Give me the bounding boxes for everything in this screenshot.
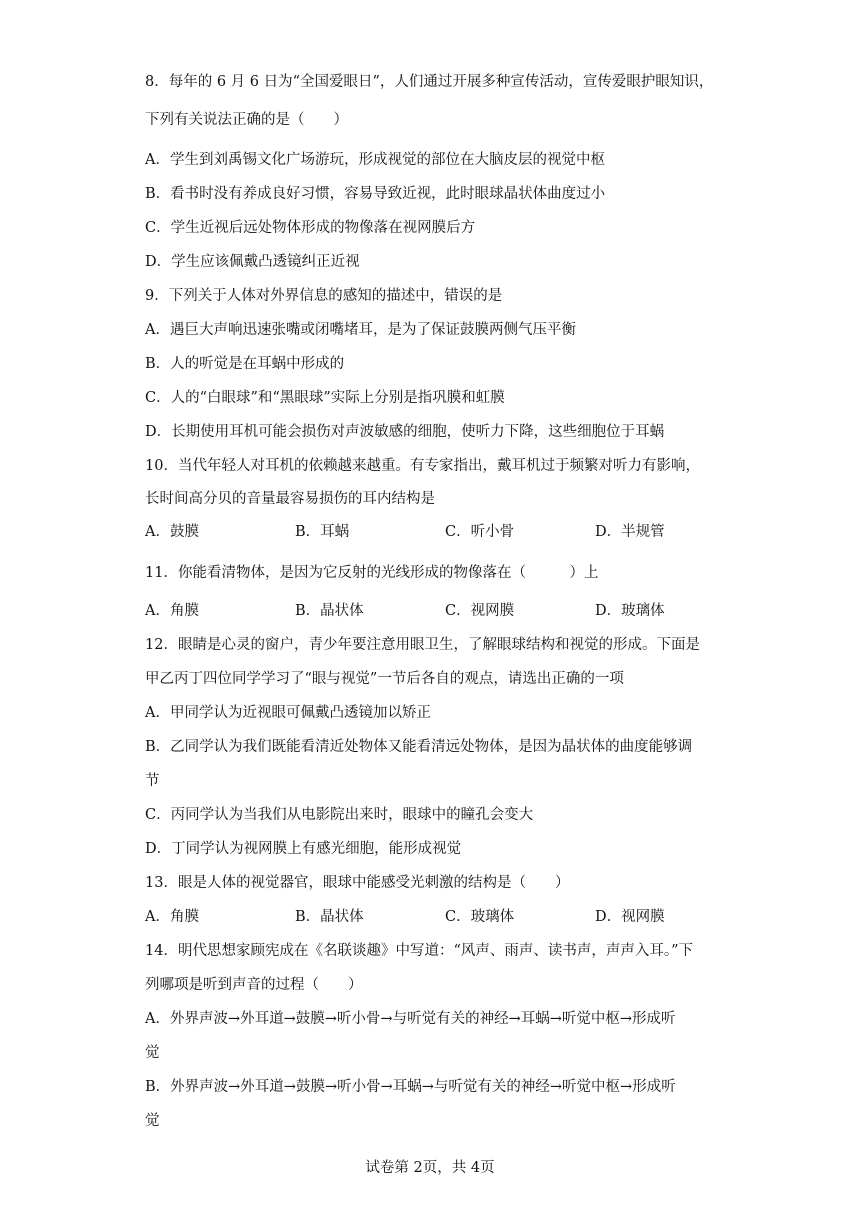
q10-option-a: A．鼓膜 — [145, 524, 199, 540]
q10-option-c: C．听小骨 — [445, 524, 515, 540]
q9-option-b: B．人的听觉是在耳蜗中形成的 — [145, 356, 345, 372]
q11-option-d: D．玻璃体 — [595, 603, 665, 619]
q12-option-a: A．甲同学认为近视眼可佩戴凸透镜加以矫正 — [145, 705, 431, 721]
q9-option-a: A．遇巨大声响迅速张嘴或闭嘴堵耳，是为了保证鼓膜两侧气压平衡 — [145, 322, 576, 338]
q10-option-b: B．耳蜗 — [295, 524, 350, 540]
q8-option-d: D．学生应该佩戴凸透镜纠正近视 — [145, 254, 360, 270]
q8-option-a: A．学生到刘禹锡文化广场游玩，形成视觉的部位在大脑皮层的视觉中枢 — [145, 152, 605, 168]
q9-stem: 9．下列关于人体对外界信息的感知的描述中，错误的是 — [145, 288, 503, 304]
q11-stem: 11．你能看清物体，是因为它反射的光线形成的物像落在（ ）上 — [145, 565, 599, 581]
q13-stem: 13．眼是人体的视觉器官，眼球中能感受光刺激的结构是（ ） — [145, 875, 570, 891]
q11-option-a: A．角膜 — [145, 603, 199, 619]
q14-stem-line-2: 列哪项是听到声音的过程（ ） — [145, 977, 363, 993]
q14-stem-line-1: 14．明代思想家顾宪成在《名联谈趣》中写道：“风声、雨声、读书声，声声入耳。”下 — [145, 943, 694, 959]
q13-option-a: A．角膜 — [145, 909, 199, 925]
q12-option-b: B．乙同学认为我们既能看清近处物体又能看清远处物体，是因为晶状体的曲度能够调 — [145, 739, 693, 755]
q8-option-b: B．看书时没有养成良好习惯，容易导致近视，此时眼球晶状体曲度过小 — [145, 186, 606, 202]
q9-option-d: D．长期使用耳机可能会损伤对声波敏感的细胞，使听力下降，这些细胞位于耳蜗 — [145, 424, 665, 440]
q12-stem-line-2: 甲乙丙丁四位同学学习了“眼与视觉”一节后各自的观点，请选出正确的一项 — [145, 671, 624, 687]
q8-stem-line-1: 8．每年的 6 月 6 日为“全国爱眼日”，人们通过开展多种宣传活动，宣传爱眼护眼知识， — [145, 74, 714, 90]
q9-option-c: C．人的“白眼球”和“黑眼球”实际上分别是指巩膜和虹膜 — [145, 390, 505, 406]
page-footer: 试卷第 2页，共 4页 — [365, 1160, 495, 1176]
q8-stem-line-2: 下列有关说法正确的是（ ） — [145, 112, 348, 128]
q12-stem-line-1: 12．眼睛是心灵的窗户，青少年要注意用眼卫生，了解眼球结构和视觉的形成。下面是 — [145, 637, 700, 653]
q10-stem-line-1: 10．当代年轻人对耳机的依赖越来越重。有专家指出，戴耳机过于频繁对听力有影响， — [145, 458, 700, 474]
q10-stem-line-2: 长时间高分贝的音量最容易损伤的耳内结构是 — [145, 491, 435, 507]
q14-option-b: B．外界声波→外耳道→鼓膜→听小骨→耳蜗→与听觉有关的神经→听觉中枢→形成听 — [145, 1079, 676, 1095]
q14-option-b-cont: 觉 — [145, 1113, 160, 1129]
q12-option-d: D．丁同学认为视网膜上有感光细胞，能形成视觉 — [145, 841, 462, 857]
q11-option-c: C．视网膜 — [445, 603, 515, 619]
q14-option-a: A．外界声波→外耳道→鼓膜→听小骨→与听觉有关的神经→耳蜗→听觉中枢→形成听 — [145, 1011, 676, 1027]
q14-option-a-cont: 觉 — [145, 1045, 160, 1061]
q13-option-c: C．玻璃体 — [445, 909, 515, 925]
q13-option-b: B．晶状体 — [295, 909, 364, 925]
q13-option-d: D．视网膜 — [595, 909, 665, 925]
q12-option-c: C．丙同学认为当我们从电影院出来时，眼球中的瞳孔会变大 — [145, 807, 534, 823]
q10-option-d: D．半规管 — [595, 524, 665, 540]
q8-option-c: C．学生近视后远处物体形成的物像落在视网膜后方 — [145, 220, 476, 236]
q11-option-b: B．晶状体 — [295, 603, 364, 619]
q12-option-b-cont: 节 — [145, 773, 160, 789]
